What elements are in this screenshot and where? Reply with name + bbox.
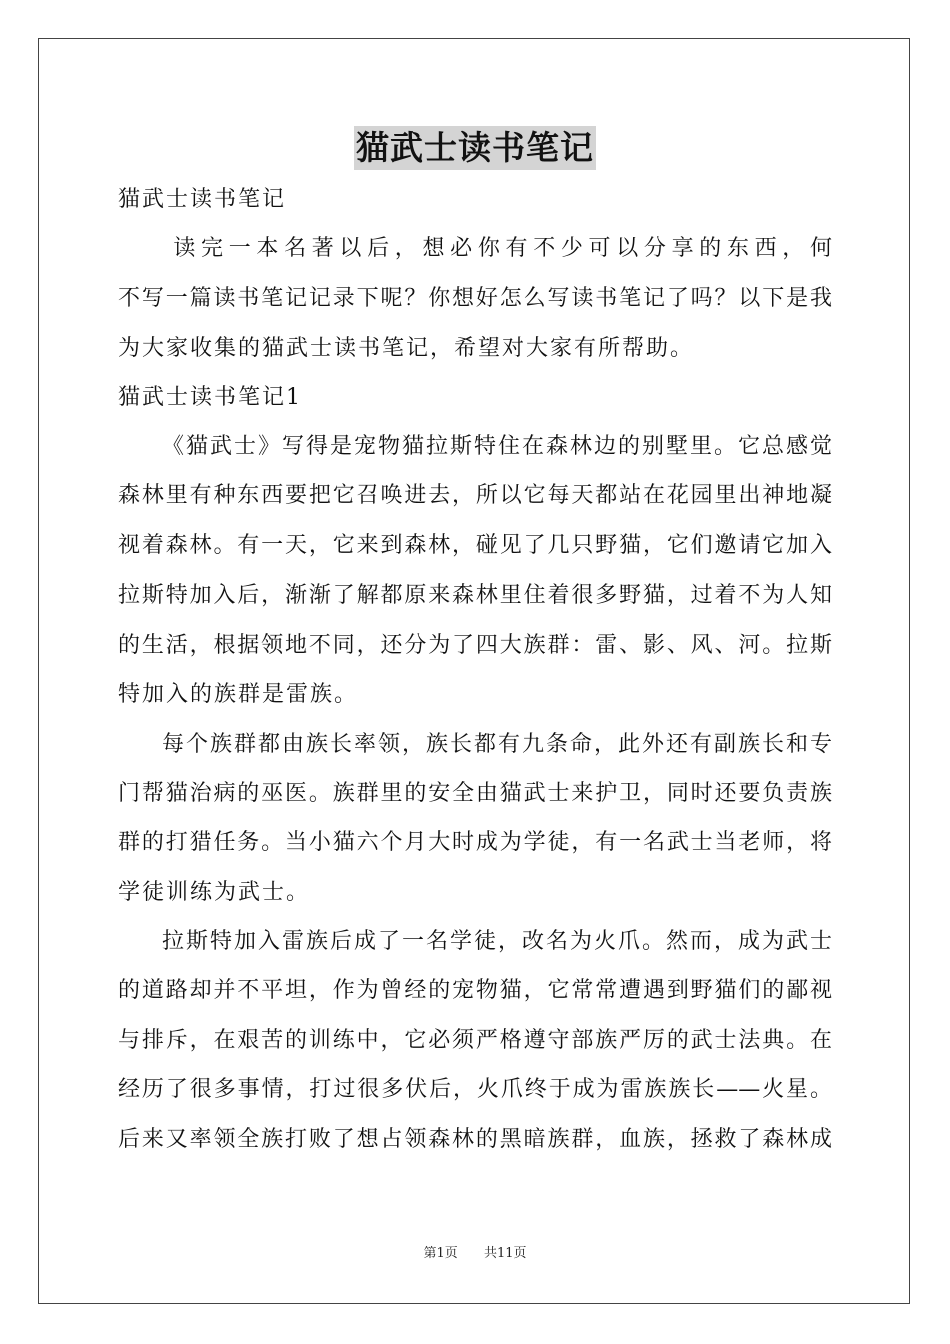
paragraph-line: 的道路却并不平坦，作为曾经的宠物猫，它常常遭遇到野猫们的鄙视 <box>118 978 832 1003</box>
paragraph-line: 拉斯特加入雷族后成了一名学徒，改名为火爪。然而，成为武士 <box>162 929 832 954</box>
paragraph-line: 特加入的族群是雷族。 <box>118 682 359 707</box>
subtitle-line: 猫武士读书笔记 <box>118 187 287 212</box>
paragraph-line: 森林里有种东西要把它召唤进去，所以它每天都站在花园里出神地凝 <box>118 483 832 508</box>
page-border <box>38 38 910 1304</box>
intro-line: 不写一篇读书笔记记录下呢？你想好怎么写读书笔记了吗？以下是我 <box>118 286 832 311</box>
paragraph-line: 视着森林。有一天，它来到森林，碰见了几只野猫，它们邀请它加入 <box>118 533 832 558</box>
paragraph-line: 《猫武士》写得是宠物猫拉斯特住在森林边的别墅里。它总感觉 <box>162 434 832 459</box>
paragraph-line: 拉斯特加入后，渐渐了解都原来森林里住着很多野猫，过着不为人知 <box>118 583 832 608</box>
paragraph-line: 的生活，根据领地不同，还分为了四大族群：雷、影、风、河。拉斯 <box>118 633 832 658</box>
page-footer <box>0 1245 950 1263</box>
paragraph-line: 后来又率领全族打败了想占领森林的黑暗族群，血族，拯救了森林成 <box>118 1127 832 1152</box>
paragraph-line: 门帮猫治病的巫医。族群里的安全由猫武士来护卫，同时还要负责族 <box>118 781 832 806</box>
page-number: 第1页 <box>423 1246 458 1261</box>
document-title-container <box>0 126 950 170</box>
paragraph-line: 学徒训练为武士。 <box>118 880 311 905</box>
paragraph-line: 经历了很多事情，打过很多伏后，火爪终于成为雷族族长——火星。 <box>118 1077 832 1102</box>
page-total: 共11页 <box>484 1246 527 1261</box>
paragraph-line: 群的打猎任务。当小猫六个月大时成为学徒，有一名武士当老师，将 <box>118 830 832 855</box>
paragraph-line: 每个族群都由族长率领，族长都有九条命，此外还有副族长和专 <box>162 732 832 757</box>
paragraph-line: 与排斥，在艰苦的训练中，它必须严格遵守部族严厉的武士法典。在 <box>118 1028 832 1053</box>
intro-line: 读完一本名著以后，想必你有不少可以分享的东西，何 <box>118 236 832 261</box>
document-title: 猫武士读书笔记 <box>354 126 596 170</box>
section-heading: 猫武士读书笔记1 <box>118 385 302 410</box>
intro-line: 为大家收集的猫武士读书笔记，希望对大家有所帮助。 <box>118 336 695 361</box>
